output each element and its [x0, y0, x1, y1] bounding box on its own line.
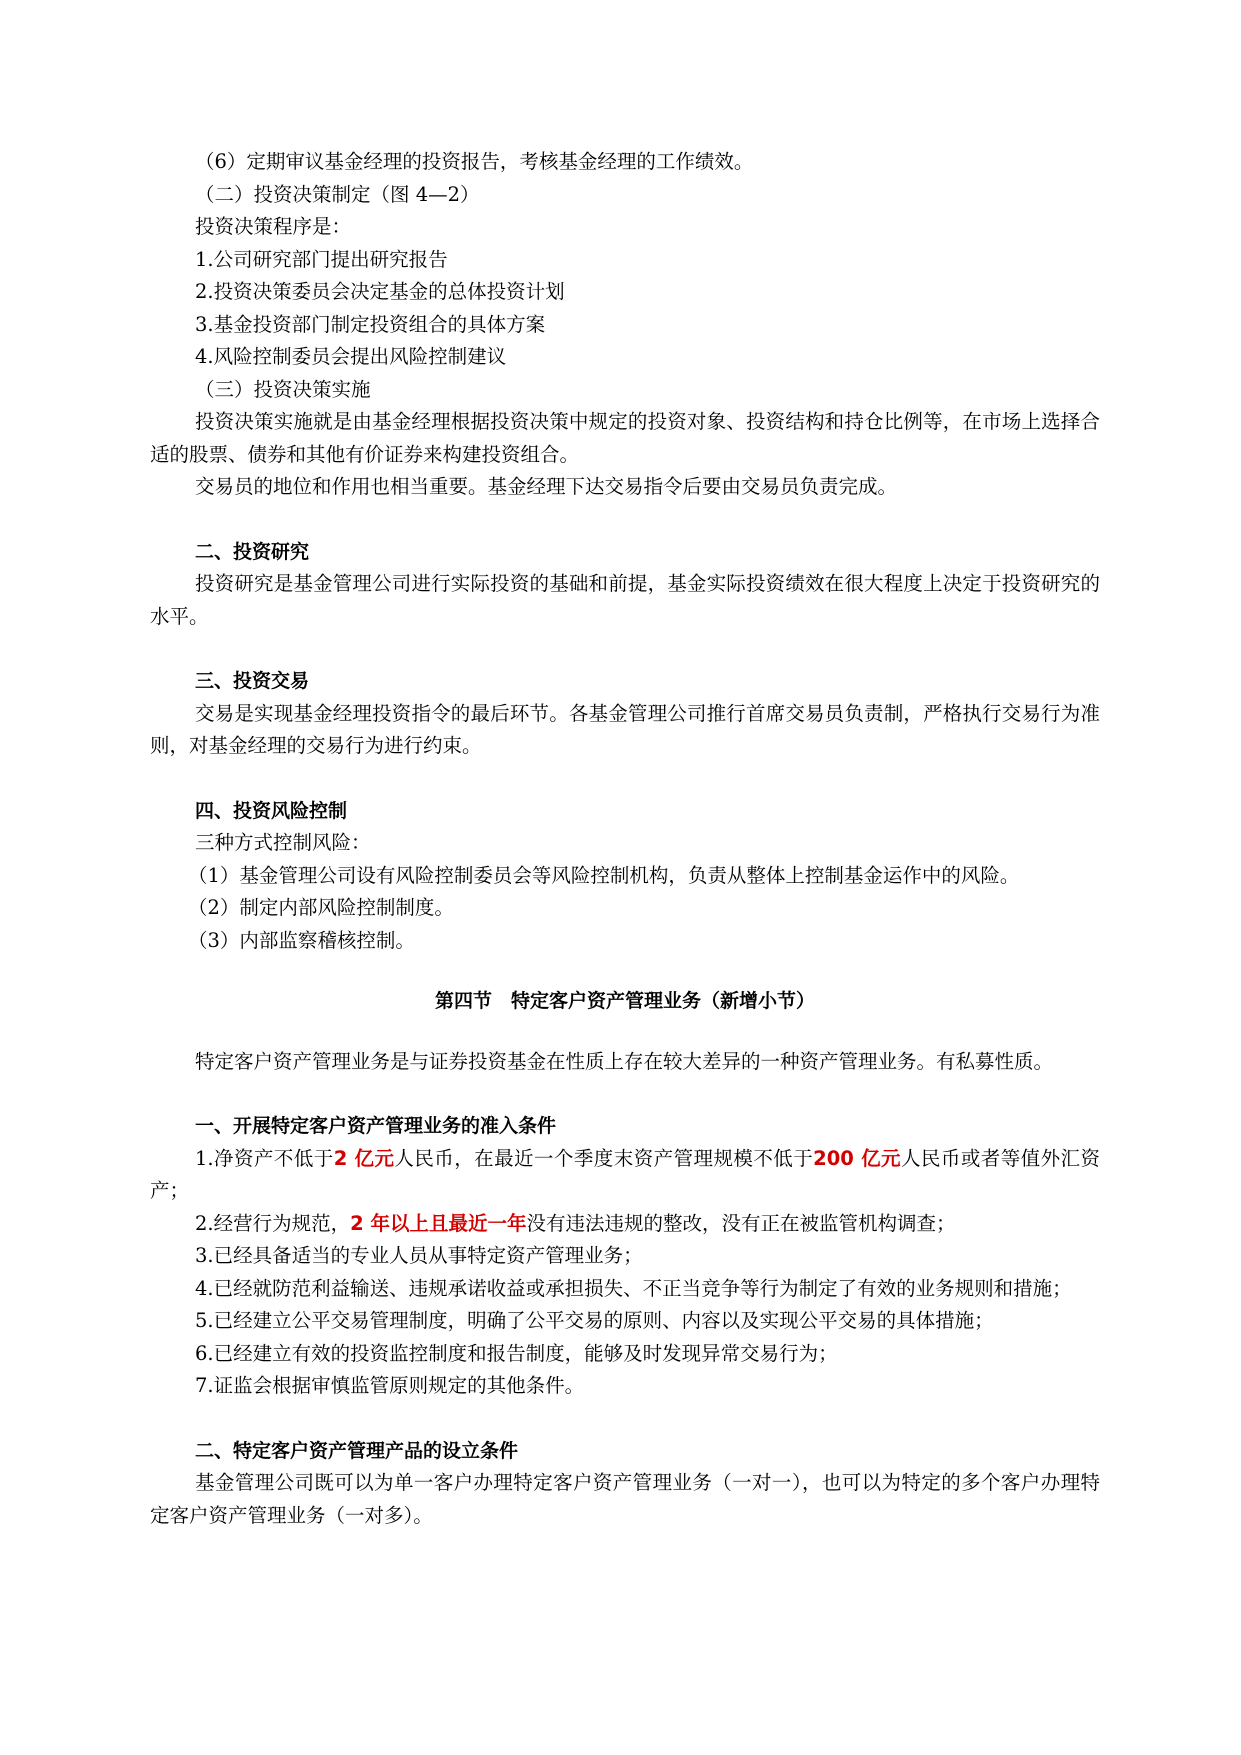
heading-investment-trading: 三、投资交易: [195, 670, 310, 692]
condition-text: 人民币或者等值外汇资产；: [150, 1146, 1100, 1202]
procedure-step: 3.基金投资部门制定投资组合的具体方案: [195, 312, 546, 336]
spacer: [150, 1078, 1100, 1110]
risk-item: （2）制定内部风险控制制度。: [188, 896, 454, 919]
heading-access-conditions: 一、开展特定客户资产管理业务的准入条件: [195, 1115, 557, 1137]
implementation-paragraph: 投资决策实施就是由基金经理根据投资决策中规定的投资对象、投资结构和持仓比例等，在市场上选择合适的股票、债券和其他有价证券来构建投资组合。: [150, 410, 1100, 466]
access-condition-5: 5.已经建立公平交易管理制度，明确了公平交易的原则、内容以及实现公平交易的具体措施；: [195, 1309, 994, 1332]
section-intro-paragraph: 特定客户资产管理业务是与证券投资基金在性质上存在较大差异的一种资产管理业务。有私募性质。: [195, 1049, 1054, 1073]
trading-paragraph: 交易是实现基金经理投资指令的最后环节。各基金管理公司推行首席交易员负责制，严格执行交易行为准则，对基金经理的交易行为进行约束。: [150, 701, 1100, 757]
condition-text: 人民币，在最近一个季度末资产管理规模不低于: [394, 1146, 814, 1170]
access-condition-3: 3.已经具备适当的专业人员从事特定资产管理业务；: [195, 1244, 643, 1267]
highlight-asset-scale: 200 亿元: [813, 1146, 901, 1170]
subsection-title-decision-making: （二）投资决策制定（图 4—2）: [195, 182, 480, 206]
spacer: [150, 957, 1100, 985]
condition-text: 没有违法违规的整改，没有正在被监管机构调查；: [526, 1211, 956, 1235]
condition-text: 1.净资产不低于: [195, 1146, 334, 1170]
access-condition-1: [150, 1143, 1100, 1208]
spacer: [150, 633, 1100, 665]
spacer: [150, 763, 1100, 795]
risk-intro: 三种方式控制风险：: [195, 831, 371, 854]
item-6: （6）定期审议基金经理的投资报告，考核基金经理的工作绩效。: [195, 150, 754, 173]
heading-investment-research: 二、投资研究: [195, 540, 310, 563]
highlight-net-assets: 2 亿元: [333, 1146, 395, 1170]
highlight-years: 2 年以上且最近一年: [350, 1211, 527, 1235]
risk-item: （3）内部监察稽核控制。: [188, 928, 415, 952]
subsection-title-implementation: （三）投资决策实施: [195, 377, 371, 401]
access-condition-4: 4.已经就防范利益输送、违规承诺收益或承担损失、不正当竞争等行为制定了有效的业务规则和措施；: [195, 1276, 1072, 1300]
procedure-step: 2.投资决策委员会决定基金的总体投资计划: [195, 280, 565, 303]
heading-product-conditions: 二、特定客户资产管理产品的设立条件: [195, 1439, 519, 1462]
procedure-step: 4.风险控制委员会提出风险控制建议: [195, 345, 507, 368]
research-paragraph: 投资研究是基金管理公司进行实际投资的基础和前提，基金实际投资绩效在很大程度上决定于投资研究的水平。: [150, 572, 1100, 628]
document-page: [150, 146, 1100, 1532]
product-paragraph: 基金管理公司既可以为单一客户办理特定客户资产管理业务（一对一），也可以为特定的多个客户办理特定客户资产管理业务（一对多）。: [150, 1471, 1100, 1527]
procedure-intro: 投资决策程序是：: [195, 215, 352, 238]
spacer: [150, 1403, 1100, 1435]
heading-risk-control: 四、投资风险控制: [195, 799, 348, 822]
spacer: [150, 1018, 1100, 1046]
trader-paragraph: 交易员的地位和作用也相当重要。基金经理下达交易指令后要由交易员负责完成。: [195, 475, 898, 498]
access-condition-2: [150, 1208, 1100, 1241]
spacer: [150, 504, 1100, 536]
access-condition-6: 6.已经建立有效的投资监控制度和报告制度，能够及时发现异常交易行为；: [195, 1341, 838, 1365]
procedure-step: 1.公司研究部门提出研究报告: [195, 247, 448, 271]
section-title: 第四节 特定客户资产管理业务（新增小节）: [434, 990, 815, 1012]
access-condition-7: 7.证监会根据审慎监管原则规定的其他条件。: [195, 1374, 585, 1397]
risk-item: （1）基金管理公司设有风险控制委员会等风险控制机构，负责从整体上控制基金运作中的风险。: [188, 863, 1020, 887]
condition-text: 2.经营行为规范，: [195, 1211, 351, 1235]
